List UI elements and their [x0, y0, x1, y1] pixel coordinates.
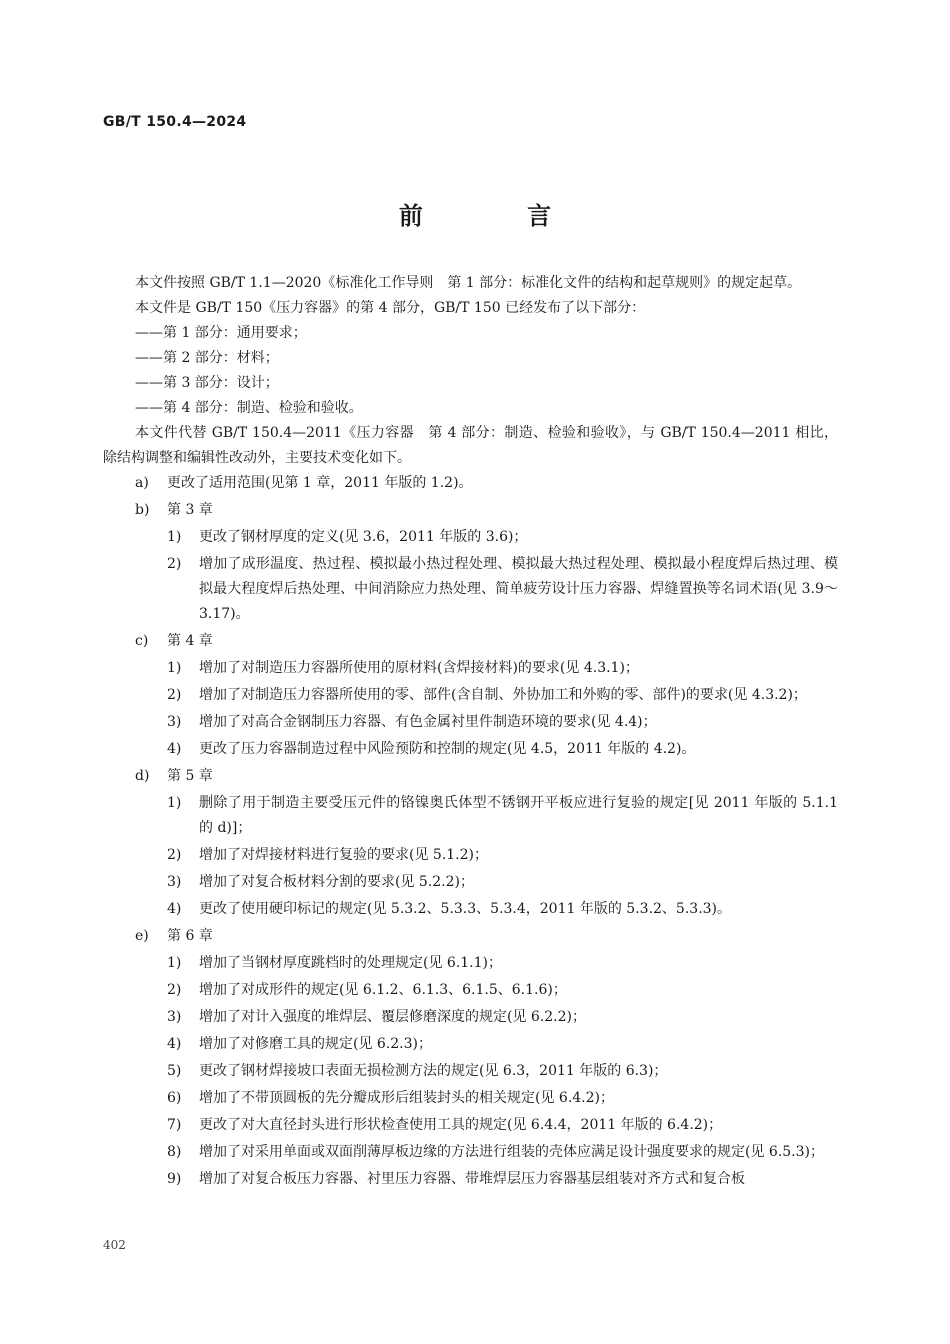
sublist-item [103, 710, 838, 735]
sublist-item [103, 1005, 838, 1030]
list-label: 1) [167, 660, 182, 676]
list-label: 3) [167, 1009, 182, 1025]
list-text: 第 4 章 [167, 633, 213, 649]
list-label: a) [135, 475, 149, 491]
list-text: 更改了适用范围(见第 1 章，2011 年版的 1.2)。 [167, 475, 473, 491]
list-text: 第 3 章 [167, 502, 213, 518]
list-label: 4) [167, 741, 182, 757]
list-text: 增加了对成形件的规定(见 6.1.2、6.1.3、6.1.5、6.1.6)； [199, 982, 567, 998]
list-text: 增加了对复合板材料分割的要求(见 5.2.2)； [199, 874, 474, 890]
sublist-item [103, 897, 838, 922]
list-text: 更改了使用硬印标记的规定(见 5.3.2、5.3.3、5.3.4，2011 年版的 5.3.2、5.3.3)。 [199, 901, 732, 917]
list-label: 2) [167, 556, 182, 572]
sublist-item [103, 951, 838, 976]
sublist-item [103, 1140, 838, 1165]
paragraph-drafting-basis: 本文件按照 GB/T 1.1—2020《标准化工作导则 第 1 部分：标准化文件的结构和起草规则》的规定起草。 [135, 275, 802, 291]
list-label: b) [135, 502, 150, 518]
list-text: 更改了对大直径封头进行形状检查使用工具的规定(见 6.4.4，2011 年版的 6.4.2)； [199, 1117, 723, 1133]
sublist-item [103, 656, 838, 681]
paragraph-parts-intro: 本文件是 GB/T 150《压力容器》的第 4 部分，GB/T 150 已经发布了以下部分： [135, 300, 646, 316]
list-label: 1) [167, 529, 182, 545]
sublist-item [103, 683, 838, 708]
sublist-item [103, 1167, 838, 1192]
document-body [103, 271, 838, 1192]
list-item-part-4: ——第 4 部分：制造、检验和验收。 [135, 400, 363, 416]
list-text: 增加了对制造压力容器所使用的零、部件(含自制、外协加工和外购的零、部件)的要求(见 4.3.2)； [199, 687, 807, 703]
list-text: 增加了对复合板压力容器、衬里压力容器、带堆焊层压力容器基层组装对齐方式和复合板 [199, 1171, 745, 1187]
list-label: 5) [167, 1063, 182, 1079]
list-text: 增加了对高合金钢制压力容器、有色金属衬里件制造环境的要求(见 4.4)； [199, 714, 657, 730]
list-label: 7) [167, 1117, 182, 1133]
list-text: 第 6 章 [167, 928, 213, 944]
list-item-part-2: ——第 2 部分：材料； [135, 350, 279, 366]
list-label: 4) [167, 1036, 182, 1052]
sublist-item [103, 1032, 838, 1057]
sublist-item [103, 552, 838, 627]
list-label: 3) [167, 714, 182, 730]
list-label: 1) [167, 955, 182, 971]
list-item-e [103, 924, 838, 949]
list-label: 2) [167, 847, 182, 863]
sublist-item [103, 1059, 838, 1084]
page-title: 前 言 [398, 202, 600, 230]
list-text: 增加了对采用单面或双面削薄厚板边缘的方法进行组装的壳体应满足设计强度要求的规定(见 6.5.3)； [199, 1144, 824, 1160]
sublist-item [103, 870, 838, 895]
list-text: 更改了钢材焊接坡口表面无损检测方法的规定(见 6.3，2011 年版的 6.3)； [199, 1063, 668, 1079]
list-label: 9) [167, 1171, 182, 1187]
sublist-item [103, 1086, 838, 1111]
list-text: 更改了压力容器制造过程中风险预防和控制的规定(见 4.5，2011 年版的 4.2)。 [199, 741, 696, 757]
list-label: d) [135, 768, 150, 784]
list-item-a [103, 471, 838, 496]
list-text: 删除了用于制造主要受压元件的铬镍奥氏体型不锈钢开平板应进行复验的规定[见 2011 年版的 5.1.1 的 d)]； [199, 795, 838, 836]
sublist-item [103, 978, 838, 1003]
list-label: 2) [167, 687, 182, 703]
list-text: 更改了钢材厚度的定义(见 3.6，2011 年版的 3.6)； [199, 529, 528, 545]
list-text: 增加了对计入强度的堆焊层、覆层修磨深度的规定(见 6.2.2)； [199, 1009, 586, 1025]
sublist-item [103, 1113, 838, 1138]
list-text: 增加了成形温度、热过程、模拟最小热过程处理、模拟最大热过程处理、模拟最小程度焊后热过理、模拟最大程度焊后热处理、中间消除应力热处理、简单疲劳设计压力容器、焊缝置换等名词术语(见 3.9～3.17)。 [199, 556, 838, 622]
list-label: 6) [167, 1090, 182, 1106]
list-text: 增加了当钢材厚度跳档时的处理规定(见 6.1.1)； [199, 955, 502, 971]
list-item-part-3: ——第 3 部分：设计； [135, 375, 279, 391]
list-label: 1) [167, 795, 182, 811]
list-item-part-1: ——第 1 部分：通用要求； [135, 325, 307, 341]
page-number: 402 [103, 1238, 126, 1252]
list-text: 增加了对制造压力容器所使用的原材料(含焊接材料)的要求(见 4.3.1)； [199, 660, 639, 676]
list-label: c) [135, 633, 149, 649]
list-text: 增加了对焊接材料进行复验的要求(见 5.1.2)； [199, 847, 488, 863]
list-text: 增加了对修磨工具的规定(见 6.2.3)； [199, 1036, 432, 1052]
list-item-b [103, 498, 838, 523]
standard-number-header: GB/T 150.4—2024 [103, 114, 247, 130]
list-text: 第 5 章 [167, 768, 213, 784]
list-label: 2) [167, 982, 182, 998]
list-label: 8) [167, 1144, 182, 1160]
sublist-item [103, 737, 838, 762]
sublist-item [103, 843, 838, 868]
list-label: 3) [167, 874, 182, 890]
list-label: 4) [167, 901, 182, 917]
paragraph-replacement: 本文件代替 GB/T 150.4—2011《压力容器 第 4 部分：制造、检验和验收》，与 GB/T 150.4—2011 相比，除结构调整和编辑性改动外，主要技术变化如下。 [103, 425, 838, 466]
list-text: 增加了不带顶圆板的先分瓣成形后组装封头的相关规定(见 6.4.2)； [199, 1090, 614, 1106]
list-item-d [103, 764, 838, 789]
list-label: e) [135, 928, 149, 944]
sublist-item [103, 525, 838, 550]
list-item-c [103, 629, 838, 654]
sublist-item [103, 791, 838, 841]
